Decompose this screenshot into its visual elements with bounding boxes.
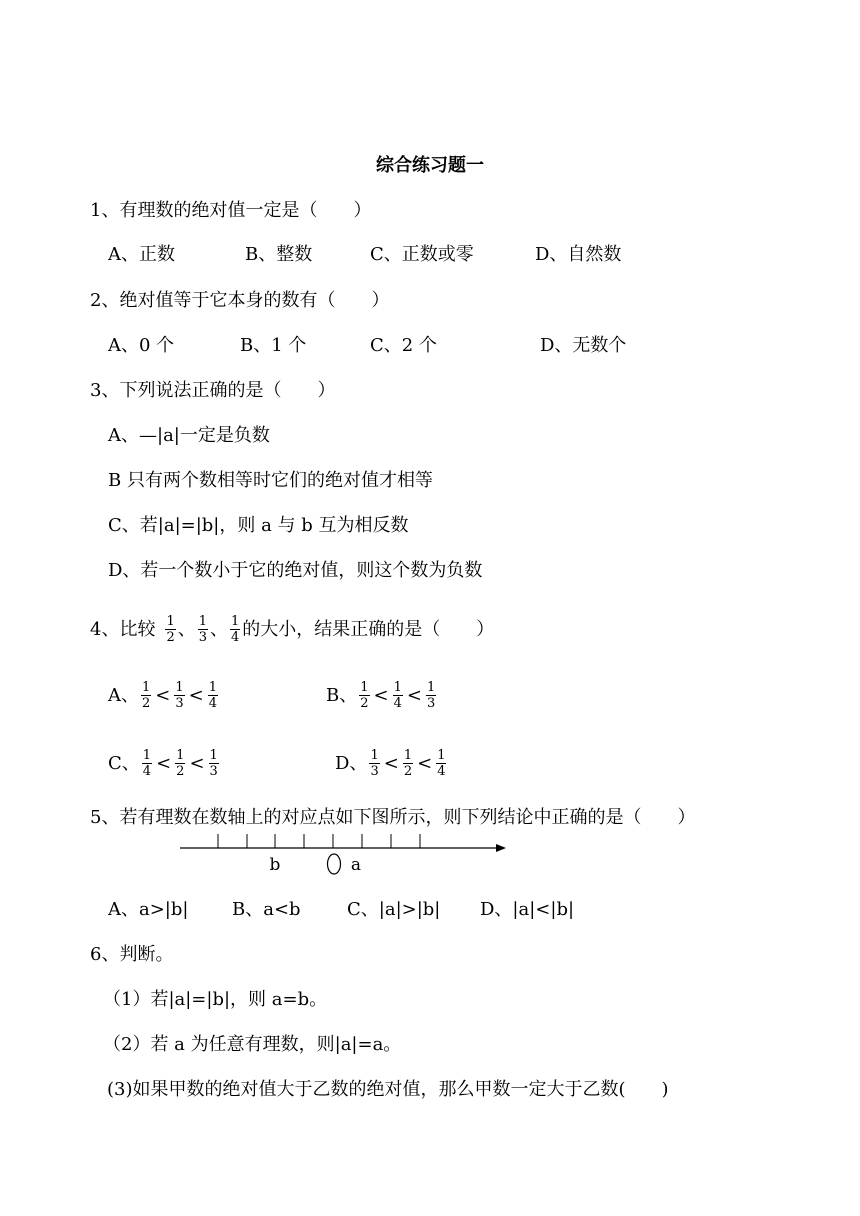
less-than-sign: < [417,752,433,774]
less-than-sign: < [373,684,389,706]
number-line-diagram [170,828,520,878]
fraction-numerator: 1 [166,614,175,629]
q5-option-c: C、|a|>|b| [347,899,441,920]
fraction-numerator: 1 [437,748,446,763]
option-label: B、 [326,684,358,706]
question-3-stem: 3、下列说法正确的是（ ） [90,380,336,401]
fraction-denominator: 3 [370,764,379,779]
fraction-denominator: 4 [142,764,152,779]
fraction-numerator: 1 [426,680,436,695]
fraction-numerator: 1 [370,748,379,763]
option-fraction [141,680,151,711]
q1-option-b: B、整数 [245,244,313,265]
q6-item-2: （2）若 a 为任意有理数，则|a|=a。 [103,1034,402,1055]
option-fraction [209,748,219,779]
q1-option-a: A、正数 [108,244,175,265]
q6-item-1: （1）若|a|=|b|，则 a=b。 [103,989,328,1010]
q3-option-d: D、若一个数小于它的绝对值，则这个数为负数 [108,560,483,581]
option-fraction [426,680,436,711]
q2-option-d: D、无数个 [540,335,627,356]
number-line-arrow [496,844,506,852]
q4-prefix: 4、比较 [90,618,156,640]
question-2-stem: 2、绝对值等于它本身的数有（ ） [90,290,390,311]
fraction-denominator: 2 [403,764,413,779]
q3-option-b: B 只有两个数相等时它们的绝对值才相等 [108,470,433,491]
less-than-sign: < [406,684,422,706]
q4-sep: 、 [177,618,196,640]
label-zero [328,854,341,874]
fraction-denominator: 4 [437,764,446,779]
q3-option-c: C、若|a|=|b|，则 a 与 b 互为相反数 [108,515,409,536]
label-b: b [269,855,281,875]
fraction-denominator: 3 [198,630,208,645]
fraction-denominator: 4 [393,696,402,711]
q4-option-b [326,680,438,711]
less-than-sign: < [156,752,172,774]
q4-option-a [108,680,220,711]
question-5-stem: 5、若有理数在数轴上的对应点如下图所示，则下列结论中正确的是（ ） [90,807,696,828]
label-a: a [350,855,362,875]
option-label: C、 [108,752,140,774]
q4-suffix: 的大小，结果正确的是（ ） [242,618,495,640]
question-4-stem [90,614,494,645]
fraction-numerator: 1 [198,614,208,629]
fraction-denominator: 4 [208,696,218,711]
fraction-numerator: 1 [142,680,151,695]
fraction-denominator: 2 [142,696,151,711]
option-label: D、 [335,752,368,774]
less-than-sign: < [155,684,171,706]
option-fraction [174,680,184,711]
fraction-denominator: 3 [426,696,436,711]
q6-item-3: (3)如果甲数的绝对值大于乙数的绝对值，那么甲数一定大于乙数( ) [107,1079,669,1100]
fraction-numerator: 1 [176,748,185,763]
less-than-sign: < [188,684,204,706]
fraction-numerator: 1 [142,748,152,763]
q4-option-c [108,748,221,779]
q2-option-b: B、1 个 [240,335,307,356]
page-title: 综合练习题一 [376,155,484,176]
fraction-denominator: 2 [166,630,175,645]
question-6-stem: 6、判断。 [90,944,174,965]
fraction-denominator: 2 [176,764,185,779]
q4-sep: 、 [210,618,229,640]
question-1-stem: 1、有理数的绝对值一定是（ ） [90,200,372,221]
option-fraction [142,748,152,779]
less-than-sign: < [383,752,399,774]
fraction-numerator: 1 [175,680,184,695]
q4-fraction-2 [198,614,208,645]
fraction-denominator: 3 [175,696,184,711]
q2-option-a: A、0 个 [108,335,175,356]
fraction-numerator: 1 [360,680,369,695]
option-label: A、 [108,684,139,706]
option-fraction [403,748,413,779]
q3-option-a: A、—|a|一定是负数 [108,425,270,446]
q2-option-c: C、2 个 [370,335,437,356]
fraction-numerator: 1 [393,680,402,695]
fraction-numerator: 1 [208,680,218,695]
q4-fraction-3 [230,614,240,645]
fraction-numerator: 1 [209,748,218,763]
q1-option-d: D、自然数 [535,244,622,265]
q4-option-d [335,748,448,779]
q5-option-a: A、a>|b| [108,899,189,920]
q1-option-c: C、正数或零 [370,244,474,265]
fraction-numerator: 1 [403,748,413,763]
option-fraction [359,680,369,711]
fraction-denominator: 4 [231,630,240,645]
option-fraction [369,748,379,779]
fraction-numerator: 1 [231,614,240,629]
fraction-denominator: 3 [209,764,218,779]
option-fraction [436,748,446,779]
option-fraction [175,748,185,779]
q5-option-d: D、|a|<|b| [480,899,575,920]
fraction-denominator: 2 [360,696,369,711]
q5-option-b: B、a<b [232,899,301,920]
q4-fraction-1 [165,614,175,645]
option-fraction [393,680,403,711]
less-than-sign: < [189,752,205,774]
option-fraction [208,680,218,711]
